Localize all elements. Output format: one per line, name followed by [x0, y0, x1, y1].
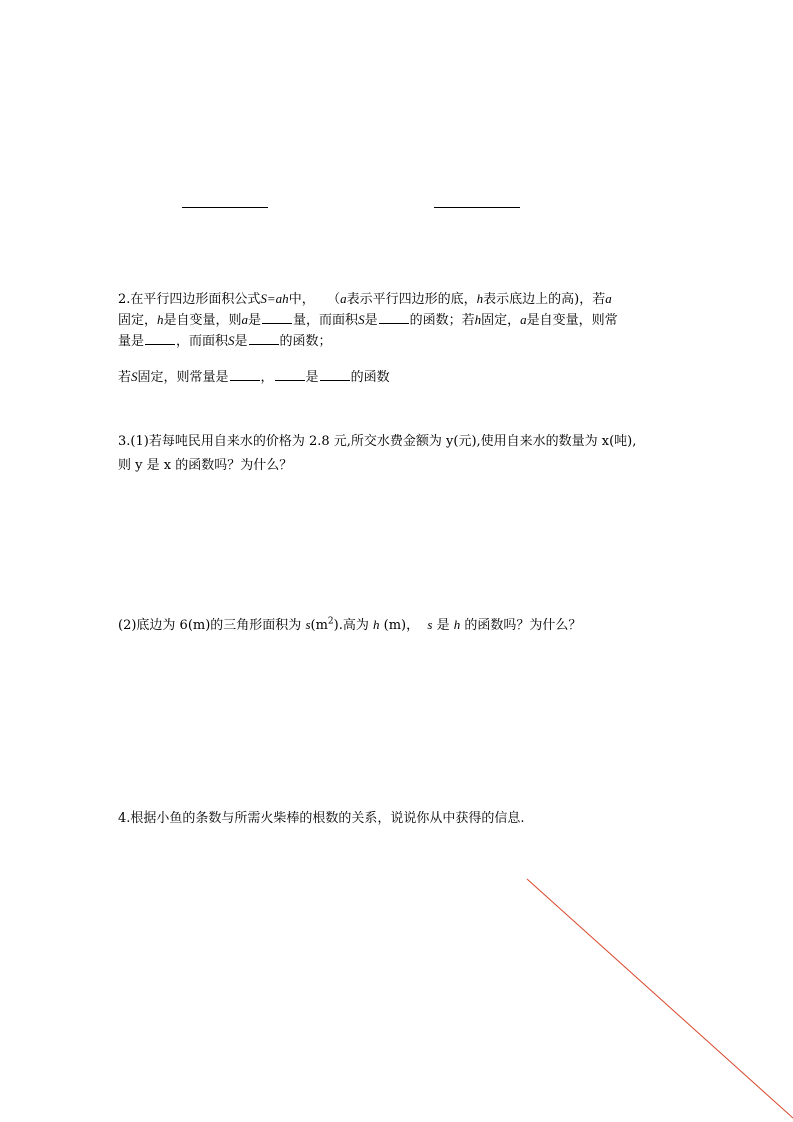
question-3-part-1-line-2: 则 y 是 x 的函数吗？为什么？	[118, 458, 293, 473]
question-2-line-2: 固定，h是自变量，则a是 量，而面积S是 的函数；若h固定，a是自变量，则常	[118, 309, 678, 331]
question-3-part-2: (2)底边为 6(m)的三角形面积为 $s(m^2)$.高为 h (m)， s 是 h 的函数吗？为什么？	[118, 616, 582, 633]
question-2-line-1: 2.在平行四边形面积公式S=ah中， （a表示平行四边形的底，h表示底边上的高)，若a	[118, 291, 612, 307]
question-2-line-4: 若S固定，则常量是 ， 是 的函数	[118, 366, 678, 388]
question-3-part-1-line-1: 3.(1)若每吨民用自来水的价格为 2.8 元,所交水费金额为 y(元),使用自来水的数量为 x(吨),	[118, 434, 637, 449]
question-4: 4.根据小鱼的条数与所需火柴棒的根数的关系，说说你从中获得的信息.	[118, 811, 525, 826]
question-2-line-3: 量是 ，而面积S是 的函数；	[118, 330, 678, 352]
